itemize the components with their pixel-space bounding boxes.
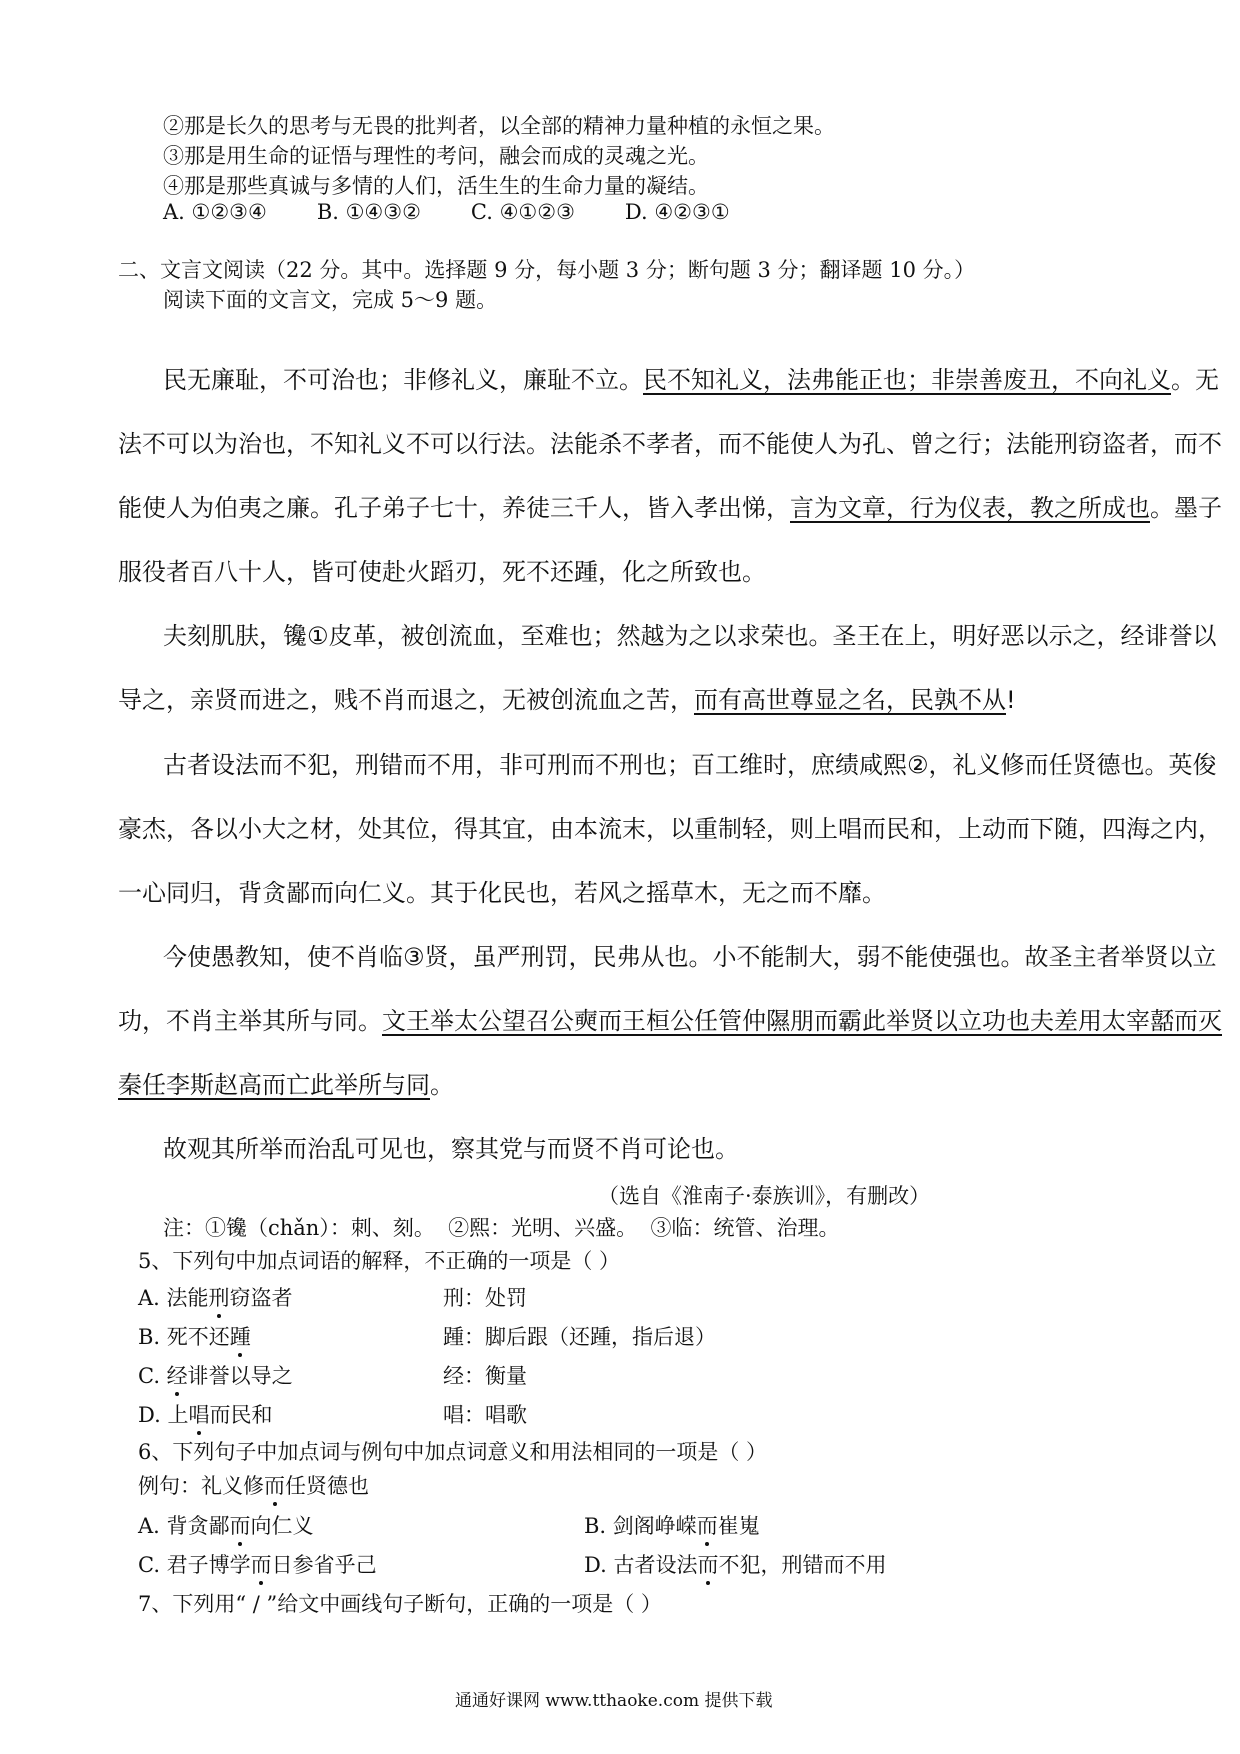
- q5-option-d: [138, 1399, 272, 1429]
- q5-option-c: [138, 1360, 293, 1390]
- source-citation: （选自《淮南子·泰族训》，有删改）: [598, 1184, 931, 1208]
- q6-example: [138, 1470, 369, 1500]
- text-run: 任贤德也: [285, 1474, 369, 1498]
- dotted-word: 而: [697, 1510, 718, 1540]
- dotted-word: 而: [230, 1510, 251, 1540]
- dotted-word: 经: [167, 1360, 188, 1390]
- q4-option-a: A. ①②③④: [163, 200, 267, 224]
- dotted-word: 唱: [188, 1399, 209, 1429]
- passage-p3-line3: 一心同归，背贪鄙而向仁义。其于化民也，若风之摇草木，无之而不靡。: [118, 879, 886, 907]
- dotted-word: 而: [264, 1470, 285, 1500]
- text-run: 例句：礼义修: [138, 1474, 264, 1498]
- q4-item-4: ④那是那些真诚与多情的人们，活生生的生命力量的凝结。: [163, 174, 709, 198]
- text-run: 导之，亲贤而进之，贱不肖而退之，无被创流血之苦，: [118, 686, 694, 714]
- q5-option-a: [138, 1282, 293, 1312]
- passage-p4-line1: 今使愚教知，使不肖临③贤，虽严刑罚，民弗从也。小不能制大，弱不能使强也。故圣主者举贤以立: [163, 943, 1217, 971]
- text-run: 而民和: [209, 1403, 273, 1427]
- dotted-word: 而: [697, 1549, 718, 1579]
- q4-option-c: C. ④①②③: [470, 200, 575, 224]
- text-run: 民无廉耻，不可治也；非修礼义，廉耻不立。: [163, 366, 643, 394]
- text-run: 崔嵬: [717, 1514, 760, 1538]
- section2-instruction: 阅读下面的文言文，完成 5～9 题。: [163, 288, 498, 312]
- passage-p2-line2: [118, 680, 1016, 715]
- dotted-word: 刑: [209, 1282, 230, 1312]
- passage-p4-line3: [118, 1065, 454, 1100]
- q4-options: [163, 200, 780, 224]
- text-run: 能使人为伯夷之廉。孔子弟子七十，养徒三千人，皆入孝出悌，: [118, 494, 790, 522]
- underlined-sentence: 文王举太公望召公奭而王桓公任管仲隰朋而霸此举贤以立功也夫差用太宰嚭而灭: [382, 1007, 1222, 1035]
- dotted-word: 而: [251, 1549, 272, 1579]
- passage-p2-line1: 夫刻肌肤，镵①皮革，被创流血，至难也；然越为之以求荣也。圣王在上，明好恶以示之，经诽誉以: [163, 622, 1217, 650]
- passage-p1-line1: [163, 360, 1219, 395]
- text-run: D. 古者设法: [584, 1553, 698, 1577]
- text-run: 不犯，刑错而不用: [718, 1553, 887, 1577]
- dotted-word: 踵: [230, 1321, 251, 1351]
- q4-item-2: ②那是长久的思考与无畏的批判者，以全部的精神力量种植的永恒之果。: [163, 114, 835, 138]
- q5-stem: 5、下列句中加点词语的解释，不正确的一项是（ ）: [138, 1249, 621, 1273]
- text-run: 。: [430, 1071, 454, 1099]
- q4-item-3: ③那是用生命的证悟与理性的考问，融会而成的灵魂之光。: [163, 144, 709, 168]
- passage-p1-line4: 服役者百八十人，皆可使赴火蹈刃，死不还踵，化之所致也。: [118, 558, 766, 586]
- q6-option-d: [584, 1549, 886, 1579]
- passage-p3-line2: 豪杰，各以小大之材，处其位，得其宜，由本流末，以重制轻，则上唱而民和，上动而下随，四海之内，: [118, 815, 1222, 843]
- q5-option-b: [138, 1321, 251, 1351]
- q4-option-b: B. ①④③②: [316, 200, 421, 224]
- text-run: D. 上: [138, 1403, 189, 1427]
- page-footer: 通通好课网 www.tthaoke.com 提供下载: [455, 1691, 773, 1711]
- q5-gloss-d: 唱：唱歌: [443, 1403, 527, 1427]
- passage-p5-line1: 故观其所举而治乱可见也，察其党与而贤不肖可论也。: [163, 1135, 739, 1163]
- q4-option-d: D. ④②③①: [624, 200, 730, 224]
- q6-option-c: [138, 1549, 377, 1579]
- q6-option-a: [138, 1510, 314, 1540]
- q5-gloss-a: 刑：处罚: [443, 1286, 527, 1310]
- underlined-sentence: 而有高世尊显之名，民孰不从: [694, 686, 1006, 714]
- text-run: C.: [138, 1364, 167, 1388]
- underlined-sentence: 民不知礼义，法弗能正也；非崇善废丑，不向礼义: [643, 366, 1171, 394]
- text-run: 。无: [1171, 366, 1219, 394]
- passage-p3-line1: 古者设法而不犯，刑错而不用，非可刑而不刑也；百工维时，庶绩咸熙②，礼义修而任贤德也。英俊: [163, 751, 1217, 779]
- section2-title: 二、文言文阅读（22 分。其中。选择题 9 分，每小题 3 分；断句题 3 分；翻译题 10 分。）: [118, 258, 976, 282]
- text-run: C. 君子博学: [138, 1553, 251, 1577]
- text-run: A. 法能: [138, 1286, 209, 1310]
- passage-p1-line2: 法不可以为治也，不知礼义不可以行法。法能杀不孝者，而不能使人为孔、曾之行；法能刑窃盗者，而不: [118, 430, 1222, 458]
- text-run: 窃盗者: [229, 1286, 293, 1310]
- text-run: 功，不肖主举其所与同。: [118, 1007, 382, 1035]
- text-run: A. 背贪鄙: [138, 1514, 230, 1538]
- q5-gloss-c: 经：衡量: [443, 1364, 527, 1388]
- text-run: B. 剑阁峥嵘: [584, 1514, 697, 1538]
- q6-option-b: [584, 1510, 760, 1540]
- underlined-sentence: 言为文章，行为仪表，教之所成也: [790, 494, 1150, 522]
- underlined-sentence: 秦任李斯赵高而亡此举所与同: [118, 1071, 430, 1099]
- passage-p4-line2: [118, 1001, 1222, 1036]
- annotation-notes: 注：①镵（chǎn）：刺、刻。 ②熙：光明、兴盛。 ③临：统管、治理。: [163, 1216, 840, 1240]
- text-run: !: [1006, 686, 1016, 714]
- passage-p1-line3: [118, 488, 1222, 523]
- text-run: 向仁义: [250, 1514, 314, 1538]
- text-run: 日参省乎己: [271, 1553, 377, 1577]
- q7-stem: 7、下列用“ / ”给文中画线句子断句，正确的一项是（ ）: [138, 1592, 662, 1616]
- q5-gloss-b: 踵：脚后跟（还踵，指后退）: [443, 1325, 716, 1349]
- text-run: 。墨子: [1150, 494, 1222, 522]
- text-run: 诽誉以导之: [187, 1364, 293, 1388]
- q6-stem: 6、下列句子中加点词与例句中加点词意义和用法相同的一项是（ ）: [138, 1440, 768, 1464]
- text-run: B. 死不还: [138, 1325, 230, 1349]
